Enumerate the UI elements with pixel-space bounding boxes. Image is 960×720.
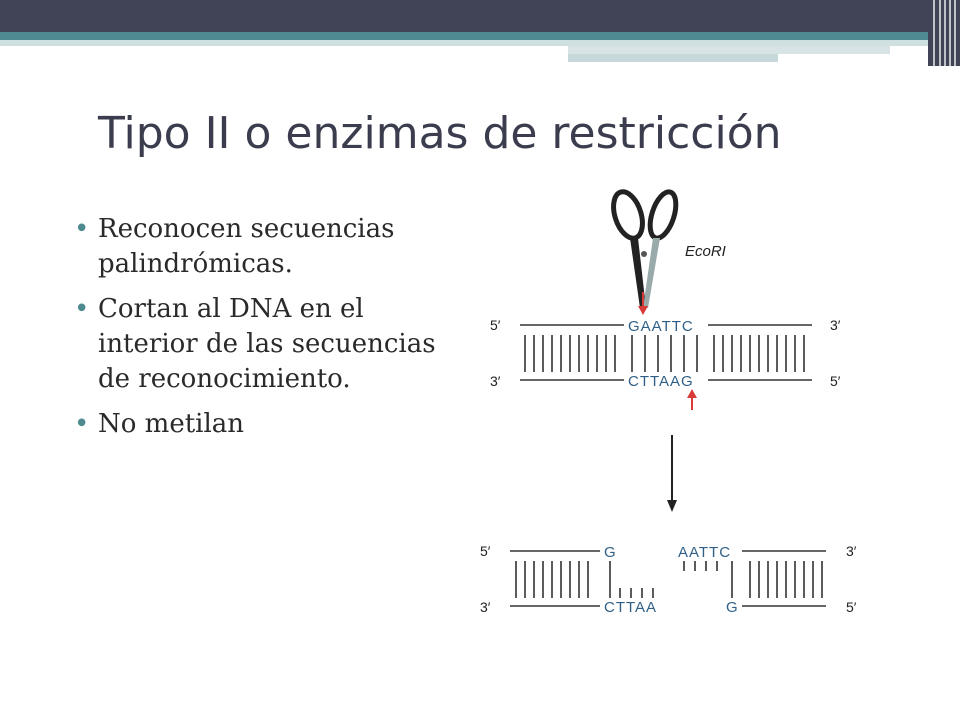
header-band-dark	[0, 0, 960, 32]
bullet-item	[74, 407, 444, 442]
header-corner-lines	[928, 0, 960, 66]
bullet-text: Cortan al DNA en el interior de las secuencias de reconocimiento.	[98, 294, 436, 394]
bullet-dot-icon: •	[74, 214, 90, 244]
top-strand-sequence: GAATTC	[628, 318, 694, 335]
bottom-strand-left-end: 3′	[490, 373, 501, 389]
header-band-accent-b	[568, 54, 778, 62]
top-strand-left-end: 5′	[490, 317, 501, 333]
base-pair-rungs-left-product	[516, 561, 653, 598]
header-band-teal	[0, 32, 960, 40]
top-strand-right-end: 3′	[830, 317, 841, 333]
cut-arrow-bottom-icon	[687, 389, 697, 410]
bullet-text: Reconocen secuencias palindrómicas.	[98, 214, 395, 279]
product-right-bottom-sequence: G	[726, 599, 738, 616]
product-left-bottom-sequence: CTTAA	[604, 599, 658, 616]
product-right-bottom-end: 5′	[846, 599, 857, 615]
slide-title: Tipo II o enzimas de restricción	[98, 108, 782, 159]
header-band-accent-a	[568, 46, 890, 54]
base-pair-rungs-right-product	[684, 561, 822, 598]
product-right-top-end: 3′	[846, 543, 857, 559]
bullet-dot-icon: •	[74, 409, 90, 439]
bullet-item	[74, 292, 444, 397]
ecori-diagram	[460, 180, 890, 640]
scissors-blades	[630, 238, 660, 308]
product-left-top-end: 5′	[480, 543, 491, 559]
enzyme-label: EcoRI	[685, 243, 726, 260]
bullet-dot-icon: •	[74, 294, 90, 324]
base-pair-rungs-intact	[525, 335, 804, 372]
product-right-top-sequence: AATTC	[678, 544, 732, 561]
bottom-strand-sequence: CTTAAG	[628, 373, 694, 390]
bullet-item	[74, 212, 444, 282]
product-left-top-sequence: G	[604, 544, 616, 561]
bullet-text: No metilan	[98, 409, 245, 439]
bottom-strand-right-end: 5′	[830, 373, 841, 389]
reaction-arrow-icon	[667, 435, 677, 512]
scissors-icon	[608, 188, 681, 242]
product-left-bottom-end: 3′	[480, 599, 491, 615]
bullet-list	[74, 212, 444, 452]
